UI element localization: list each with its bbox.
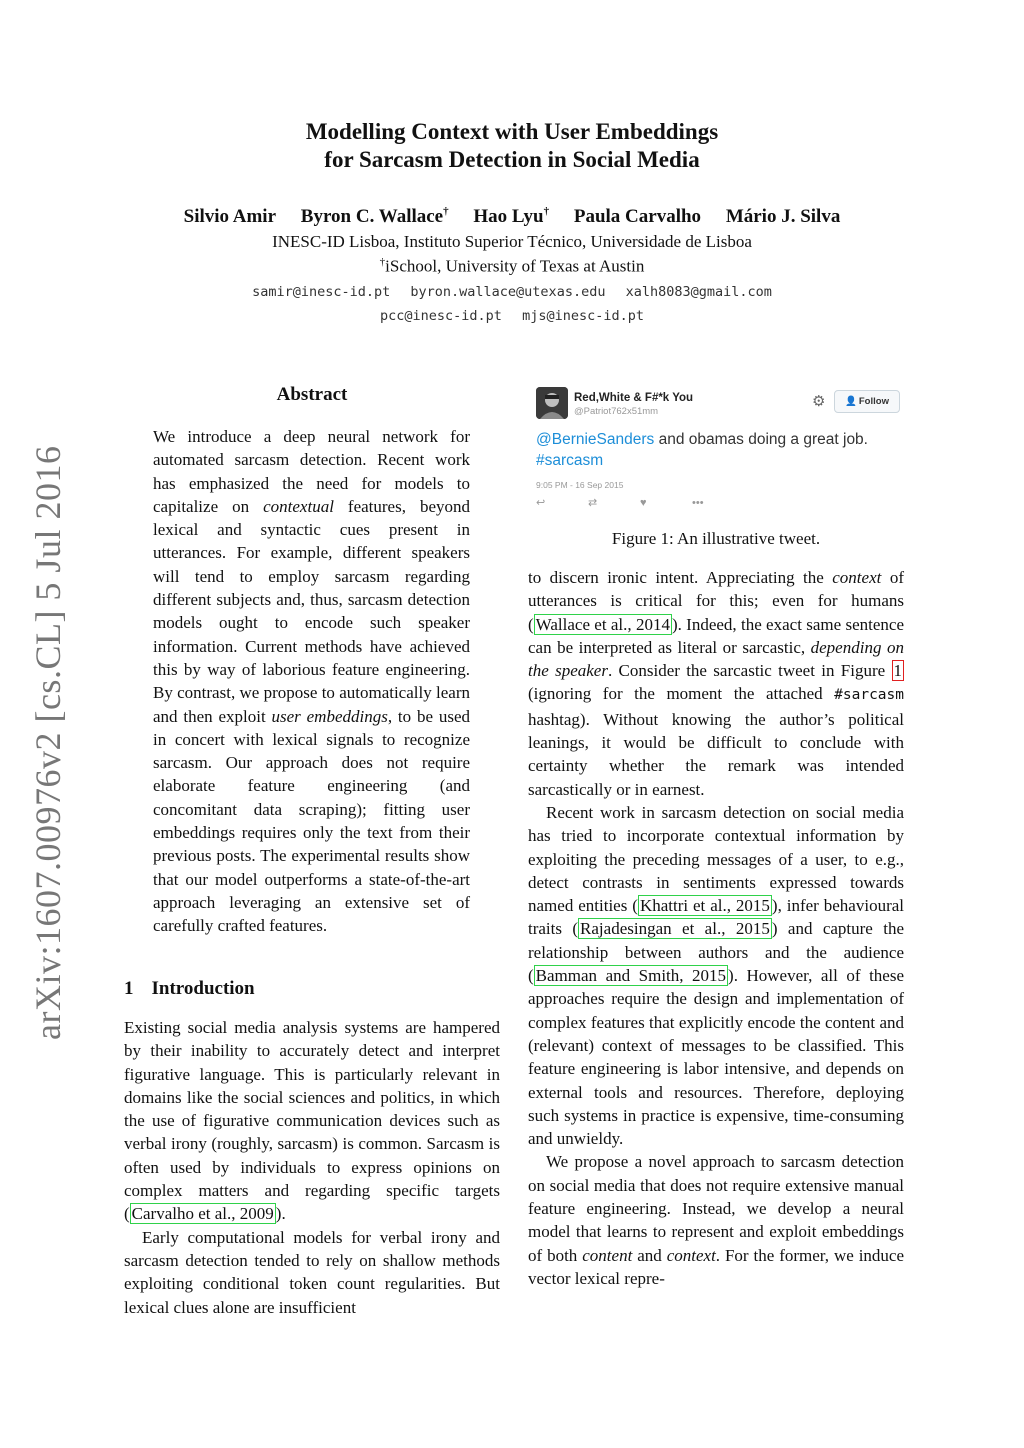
paper-title <box>0 118 1024 174</box>
paragraph: to discern ironic intent. Appreciating the context of utterances is critical for this; even for humans ( Wallace et al., 2014 ). Indeed, the exact same sentence can be interpreted as literal or sarcastic, depending on the speaker. Consider the sarcastic tweet in Figure 1 (ignoring for the moment the attached #sarcasm hashtag). Without knowing the author’s political leanings, it would be difficult to conclude with certainty whether the remark was intended sarcastically or in earnest. <box>528 568 904 799</box>
gear-icon[interactable]: ⚙ <box>812 393 826 410</box>
paragraph: Existing social media analysis systems are hampered by their inability to accurately detect and interpret figurative language. This is particularly relevant in domains like the social sciences and politics, in which the use of figurative communication devices such as verbal irony (roughly, sarcasm) is common. Sarcasm is often used by individuals to express opinions on complex matters and regarding specific targets ( Carvalho et al., 2009 ). <box>124 1018 500 1224</box>
tweet-author-name[interactable]: Red,White & F#*k You <box>574 392 694 404</box>
email-link[interactable]: pcc@inesc-id.pt <box>380 308 502 324</box>
hashtag-link[interactable]: #sarcasm <box>536 452 604 469</box>
tweet-timestamp[interactable]: 9:05 PM - 16 Sep 2015 <box>536 480 624 490</box>
paragraph: We propose a novel approach to sarcasm detection on social media that does not require extensive manual feature engineering. Instead, we develop a neural model that learns to represent and exploit embeddings of both content and context. For the former, we induce vector lexical repre- <box>528 1152 905 1288</box>
arxiv-identifier: arXiv:1607.00976v2 [cs.CL] 5 Jul 2016 <box>28 445 68 1040</box>
more-icon[interactable]: ••• <box>692 497 704 509</box>
right-column-body <box>528 566 904 1290</box>
author: Silvio Amir <box>183 206 277 228</box>
affiliation-2: †iSchool, University of Texas at Austin <box>379 256 645 276</box>
email-link[interactable]: byron.wallace@utexas.edu <box>410 284 606 300</box>
figure-caption: Figure 1: An illustrative tweet. <box>611 529 821 548</box>
citation-link[interactable]: Bamman and Smith, 2015 <box>535 966 727 986</box>
affiliation-1: INESC-ID Lisboa, Instituto Superior Técnico, Universidade de Lisboa <box>272 232 752 251</box>
mention-link[interactable]: @BernieSanders <box>536 431 655 448</box>
like-icon[interactable]: ♥ <box>640 497 647 509</box>
author: Mário J. Silva <box>725 206 841 228</box>
abstract-heading: Abstract <box>276 384 348 405</box>
section-heading-introduction: 1 Introduction <box>124 978 255 999</box>
tweet-figure <box>530 382 910 514</box>
title-line-1: Modelling Context with User Embeddings <box>305 119 719 144</box>
email-row-2 <box>0 308 1024 324</box>
tweet-text: @BernieSanders and obamas doing a great job. #sarcasm <box>536 431 868 469</box>
author: Paula Carvalho <box>573 206 702 228</box>
left-column-body <box>124 1016 500 1319</box>
add-user-icon: 👤 <box>845 396 857 407</box>
citation-link[interactable]: Wallace et al., 2014 <box>535 614 670 634</box>
email-link[interactable]: samir@inesc-id.pt <box>252 284 391 300</box>
email-link[interactable]: mjs@inesc-id.pt <box>522 308 644 324</box>
avatar <box>536 387 568 419</box>
figure-reference-link[interactable]: 1 <box>893 661 902 681</box>
email-row-1 <box>0 284 1024 300</box>
email-link[interactable]: xalh8083@gmail.com <box>625 284 772 300</box>
retweet-icon[interactable]: ⇄ <box>588 497 598 509</box>
author-list <box>0 206 1024 228</box>
citation-link[interactable]: Khattri et al., 2015 <box>639 896 770 916</box>
abstract-body: We introduce a deep neural network for automated sarcasm detection. Recent work has emphasized the need for models to capitalize on contextual features, beyond lexical and syntactic cues present in utterances. For example, different speakers will tend to employ sarcasm regarding different subjects and, thus, sarcasm detection models ought to encode such speaker information. Current methods have achieved this by way of laborious feature engineering. By contrast, we propose to automatically learn and then exploit user embeddings, to be used in concert with lexical signals to recognize sarcasm. Our approach does not require elaborate feature engineering (and concomitant data scraping); fitting user embeddings requires only the text from their previous posts. The experimental results show that our model outperforms a state-of-the-art approach leveraging an extensive set of carefully crafted features. <box>153 427 470 936</box>
reply-icon[interactable]: ↩ <box>536 497 546 509</box>
citation-link[interactable]: Rajadesingan et al., 2015 <box>580 919 770 939</box>
paragraph: Early computational models for verbal irony and sarcasm detection tended to rely on shallow methods exploiting conditional token count regularities. But lexical clues alone are insufficient <box>124 1227 500 1317</box>
citation-link[interactable]: Carvalho et al., 2009 <box>131 1204 274 1224</box>
tweet-author-handle[interactable]: @Patriot762x51mm <box>574 406 659 417</box>
author: Byron C. Wallace† <box>300 206 449 228</box>
paragraph: Recent work in sarcasm detection on social media has tried to incorporate contextual information by exploiting the preceding messages of a user, to e.g., detect contrasts in sentiments expressed towards named entities ( Khattri et al., 2015 ), infer behavioural traits ( Rajadesingan et al., 2015 ) and capture the relationship between authors and the audience ( Bamman and Smith, 2015 ). However, all of these approaches require the design and implementation of complex features that explicitly encode the content and (relevant) context of messages to be classified. This feature engineering is labor intensive, and depends on external tools and resources. Therefore, deploying such systems in practice is expensive, time-consuming and unwieldy. <box>528 802 905 1149</box>
follow-button[interactable]: 👤 Follow <box>834 390 900 413</box>
tweet-actions <box>536 496 744 509</box>
title-line-2: for Sarcasm Detection in Social Media <box>324 147 700 172</box>
author: Hao Lyu† <box>473 206 550 228</box>
